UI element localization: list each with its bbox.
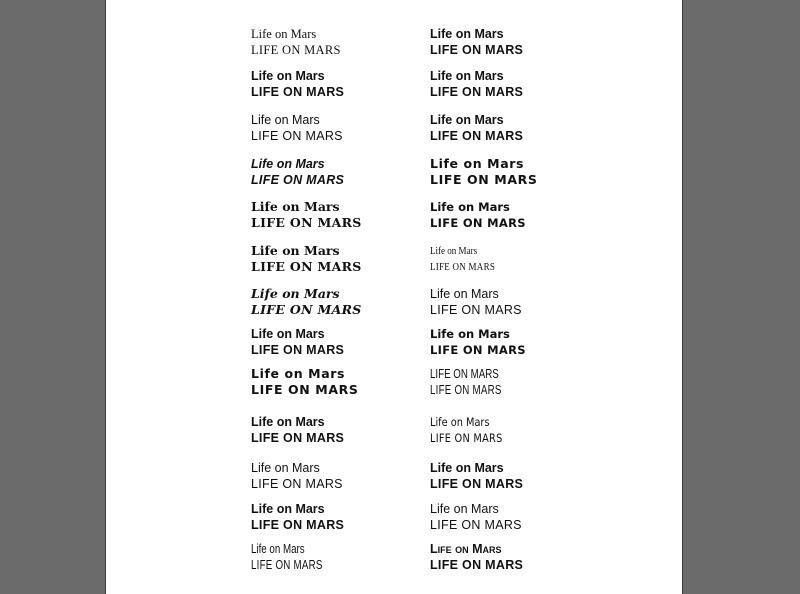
font-sample bbox=[430, 199, 526, 231]
font-sample bbox=[430, 366, 522, 398]
font-sample bbox=[430, 26, 523, 58]
sample-title-case: Life on Mars bbox=[430, 502, 499, 516]
sample-title-case: Life on Mars bbox=[430, 287, 499, 301]
sample-upper-case: LIFE ON MARS bbox=[430, 216, 526, 230]
sample-title-case: Life on Mars bbox=[251, 69, 325, 83]
sample-title-case: Life on Mars bbox=[430, 69, 504, 83]
sample-title-case: Life on Mars bbox=[251, 243, 340, 258]
font-sample bbox=[251, 156, 344, 188]
sample-title-case: Life on Mars bbox=[430, 156, 525, 171]
sample-title-case: Life on Mars bbox=[430, 113, 504, 127]
sample-upper-case: LIFE ON MARS bbox=[430, 43, 524, 57]
font-sample bbox=[251, 501, 344, 533]
sample-upper-case: LIFE ON MARS bbox=[430, 129, 524, 143]
font-sample bbox=[251, 460, 343, 492]
sample-title-case: Life on Mars bbox=[251, 461, 320, 475]
document-page bbox=[105, 0, 683, 594]
font-sample bbox=[430, 243, 509, 275]
font-sample bbox=[430, 326, 526, 358]
sample-title-case: Life on Mars bbox=[251, 157, 325, 171]
sample-title-case: Life on Mars bbox=[251, 502, 325, 516]
font-sample bbox=[430, 112, 523, 144]
sample-upper-case: LIFE ON MARS bbox=[430, 518, 522, 532]
sample-upper-case: LIFE ON MARS bbox=[251, 343, 345, 357]
sample-upper-case: LIFE ON MARS bbox=[430, 172, 538, 187]
font-sample bbox=[251, 26, 341, 58]
sample-title-case: Life on Mars bbox=[251, 27, 317, 41]
sample-upper-case: LIFE ON MARS bbox=[430, 367, 499, 381]
font-sample bbox=[430, 414, 515, 446]
sample-upper-case: LIFE ON MARS bbox=[430, 431, 503, 445]
font-sample bbox=[430, 286, 522, 318]
sample-title-case: Life on Mars bbox=[430, 461, 504, 475]
sample-upper-case: LIFE ON MARS bbox=[251, 558, 323, 572]
font-sample bbox=[251, 326, 344, 358]
sample-upper-case: LIFE ON MARS bbox=[251, 477, 343, 491]
sample-upper-case: LIFE ON MARS bbox=[430, 85, 524, 99]
sample-upper-case: LIFE ON MARS bbox=[251, 302, 362, 317]
sample-upper-case: LIFE ON MARS bbox=[430, 477, 524, 491]
sample-upper-case: LIFE ON MARS bbox=[251, 259, 362, 274]
sample-upper-case: LIFE ON MARS bbox=[430, 343, 526, 357]
sample-upper-case: LIFE ON MARS bbox=[251, 129, 343, 143]
font-sample bbox=[251, 243, 362, 275]
sample-upper-case: LIFE ON MARS bbox=[430, 558, 524, 572]
font-sample bbox=[251, 112, 343, 144]
sample-upper-case: LIFE ON MARS bbox=[251, 173, 345, 187]
sample-upper-case: LIFE ON MARS bbox=[251, 431, 345, 445]
sample-upper-case: LIFE ON MARS bbox=[251, 215, 362, 230]
font-sample bbox=[430, 541, 523, 573]
font-sample bbox=[251, 68, 344, 100]
sample-upper-case: LIFE ON MARS bbox=[251, 43, 341, 57]
sample-title-case: Life on Mars bbox=[251, 199, 340, 214]
sample-title-case: Life on Mars bbox=[430, 200, 510, 214]
font-sample bbox=[251, 286, 362, 318]
sample-title-case: Life on Mars bbox=[430, 415, 490, 429]
font-sample bbox=[430, 501, 522, 533]
font-sample bbox=[251, 541, 343, 573]
font-sample bbox=[251, 414, 344, 446]
sample-upper-case: LIFE ON MARS bbox=[430, 303, 522, 317]
sample-title-case: Life on Mars bbox=[251, 286, 340, 301]
sample-title-case: Life on Mars bbox=[251, 542, 305, 556]
sample-title-case: Life on Mars bbox=[251, 327, 325, 341]
sample-upper-case: LIFE ON MARS bbox=[430, 383, 502, 397]
sample-title-case: Life on Mars bbox=[251, 113, 320, 127]
sample-title-case: Life on Mars bbox=[430, 245, 478, 257]
font-sample bbox=[430, 68, 523, 100]
sample-upper-case: LIFE ON MARS bbox=[430, 261, 496, 273]
sample-upper-case: LIFE ON MARS bbox=[251, 85, 345, 99]
sample-title-case: Life on Mars bbox=[251, 366, 346, 381]
sample-upper-case: LIFE ON MARS bbox=[251, 382, 359, 397]
font-sample bbox=[251, 366, 358, 398]
font-sample bbox=[430, 460, 523, 492]
font-sample bbox=[430, 156, 537, 188]
sample-title-case: Life on Mars bbox=[430, 542, 502, 556]
sample-title-case: Life on Mars bbox=[251, 415, 325, 429]
sample-title-case: Life on Mars bbox=[430, 327, 510, 341]
sample-upper-case: LIFE ON MARS bbox=[251, 518, 345, 532]
sample-title-case: Life on Mars bbox=[430, 27, 504, 41]
font-sample bbox=[251, 199, 362, 231]
